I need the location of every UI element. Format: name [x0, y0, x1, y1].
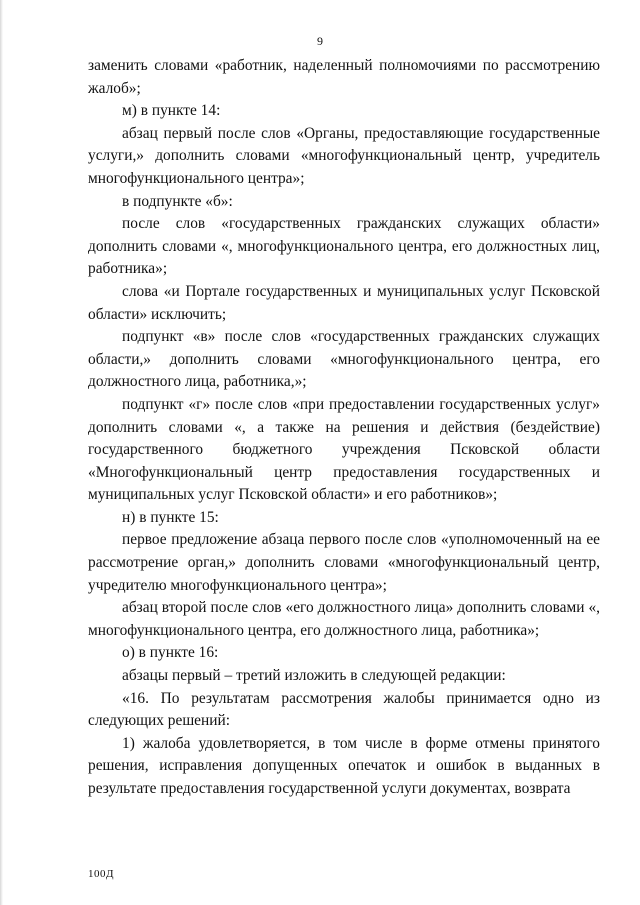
paragraph: подпункт «г» после слов «при предоставлении государственных услуг» дополнить словами «, а также на решения и действия (бездействие) государственного бюджетного учреждения Псковской области «Многофункциональный центр предоставления государственных и муниципальных услуг Псковской области» и его работников»;: [88, 395, 600, 504]
paragraph: о) в пункте 16:: [122, 644, 219, 662]
paragraph: первое предложение абзаца первого после слов «уполномоченный на ее рассмотрение орган,» дополнить словами «многофункциональный центр, учредителю многофункционального центра»;: [88, 531, 600, 594]
document-body: [88, 55, 600, 801]
scan-edge: [0, 0, 3, 905]
paragraph: 1) жалоба удовлетворяется, в том числе в форме отмены принятого решения, исправления допущенных опечаток и ошибок в выданных в результате предоставления государственной услуги документах, возврата: [88, 734, 600, 797]
paragraph: после слов «государственных гражданских служащих области» дополнить словами «, многофункционального центра, его должностных лиц, работника»;: [88, 215, 600, 278]
paragraph: н) в пункте 15:: [122, 508, 219, 526]
paragraph: абзац второй после слов «его должностного лица» дополнить словами «, многофункционального центра, его должностного лица, работника»;: [88, 599, 600, 639]
paragraph: слова «и Портале государственных и муниципальных услуг Псковской области» исключить;: [88, 282, 600, 323]
paragraph: абзац первый после слов «Органы, предоставляющие государственные услуги,» дополнить словами «многофункциональный центр, учредитель многофункционального центра»;: [88, 124, 600, 187]
paragraph: м) в пункте 14:: [122, 102, 221, 120]
footer-code: 100Д: [88, 868, 115, 880]
paragraph: подпункт «в» после слов «государственных гражданских служащих области,» дополнить словами «многофункционального центра, его должностного лица, работника,»;: [88, 328, 600, 391]
paragraph: в подпункте «б»:: [122, 192, 233, 210]
paragraph: «16. По результатам рассмотрения жалобы принимается одно из следующих решений:: [88, 689, 600, 730]
paragraph: абзацы первый – третий изложить в следующей редакции:: [122, 667, 506, 685]
page-number: 9: [317, 34, 323, 48]
paragraph: заменить словами «работник, наделенный полномочиями по рассмотрению жалоб»;: [88, 57, 600, 97]
